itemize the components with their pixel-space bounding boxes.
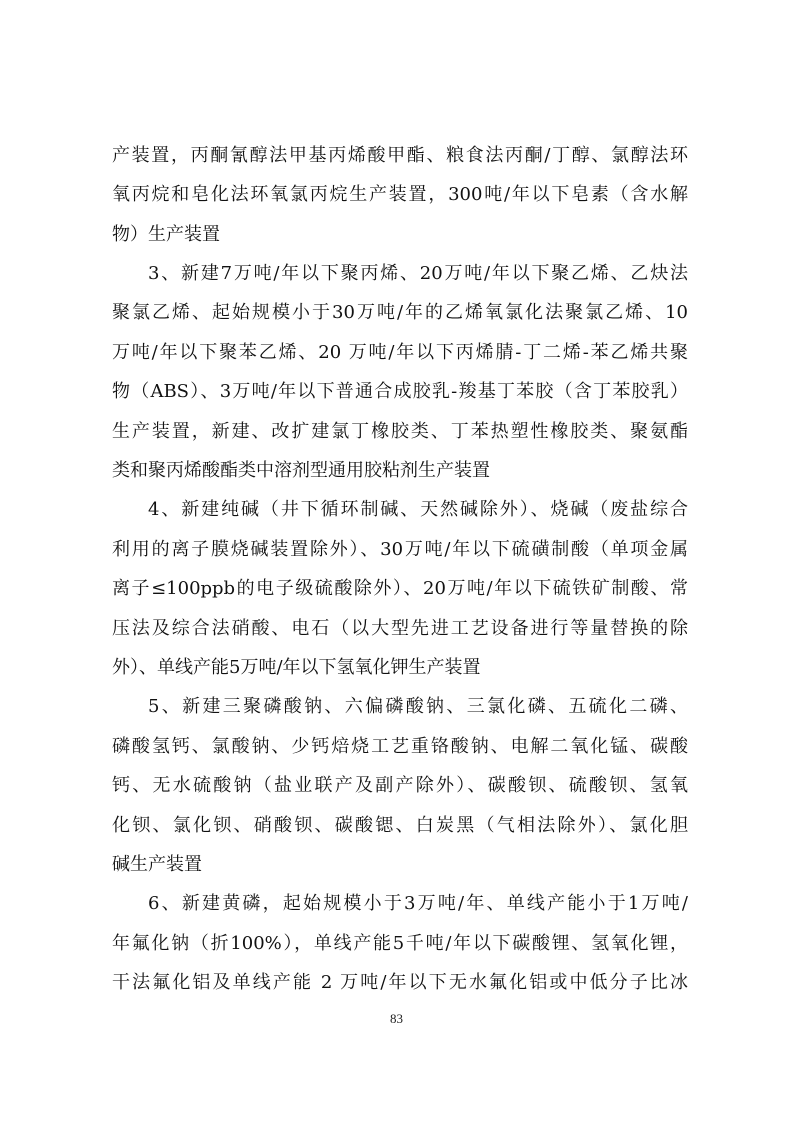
text-line: 氧丙烷和皂化法环氧氯丙烷生产装置，300吨/年以下皂素（含水解 bbox=[112, 184, 688, 205]
page-number: 83 bbox=[390, 1011, 403, 1026]
text-line: 干法氟化铝及单线产能 2 万吨/年以下无水氟化铝或中低分子比冰 bbox=[112, 972, 688, 993]
text-line: 生产装置，新建、改扩建氯丁橡胶类、丁苯热塑性橡胶类、聚氨酯 bbox=[112, 421, 688, 442]
text-line: 碱生产装置 bbox=[112, 854, 202, 875]
text-line: 化钡、氯化钡、硝酸钡、碳酸锶、白炭黑（气相法除外）、氯化胆 bbox=[112, 815, 688, 836]
text-line: 利用的离子膜烧碱装置除外）、30万吨/年以下硫磺制酸（单项金属 bbox=[112, 539, 688, 560]
text-line: 年氟化钠（折100%），单线产能5千吨/年以下碳酸锂、氢氧化锂， bbox=[112, 933, 688, 954]
text-line: 聚氯乙烯、起始规模小于30万吨/年的乙烯氧氯化法聚氯乙烯、10 bbox=[112, 302, 688, 323]
text-line: 物）生产装置 bbox=[112, 224, 220, 245]
text-line: 万吨/年以下聚苯乙烯、20 万吨/年以下丙烯腈-丁二烯-苯乙烯共聚 bbox=[112, 342, 688, 363]
text-line: 4、新建纯碱（井下循环制碱、天然碱除外）、烧碱（废盐综合 bbox=[148, 499, 688, 520]
text-line: 类和聚丙烯酸酯类中溶剂型通用胶粘剂生产装置 bbox=[112, 460, 490, 481]
text-line: 产装置，丙酮氰醇法甲基丙烯酸甲酯、粮食法丙酮/丁醇、氯醇法环 bbox=[112, 145, 688, 166]
text-line: 外）、单线产能5万吨/年以下氢氧化钾生产装置 bbox=[112, 657, 481, 678]
text-line: 离子≤100ppb的电子级硫酸除外）、20万吨/年以下硫铁矿制酸、常 bbox=[112, 578, 688, 599]
text-line: 3、新建7万吨/年以下聚丙烯、20万吨/年以下聚乙烯、乙炔法 bbox=[148, 263, 688, 284]
text-line: 6、新建黄磷，起始规模小于3万吨/年、单线产能小于1万吨/ bbox=[148, 893, 688, 914]
text-line: 压法及综合法硝酸、电石（以大型先进工艺设备进行等量替换的除 bbox=[112, 618, 688, 639]
text-line: 物（ABS）、3万吨/年以下普通合成胶乳-羧基丁苯胶（含丁苯胶乳） bbox=[112, 381, 688, 402]
text-line: 磷酸氢钙、氯酸钠、少钙焙烧工艺重铬酸钠、电解二氧化锰、碳酸 bbox=[112, 736, 688, 757]
text-line: 5、新建三聚磷酸钠、六偏磷酸钠、三氯化磷、五硫化二磷、 bbox=[148, 696, 688, 717]
text-line: 钙、无水硫酸钠（盐业联产及副产除外）、碳酸钡、硫酸钡、氢氧 bbox=[112, 775, 688, 796]
